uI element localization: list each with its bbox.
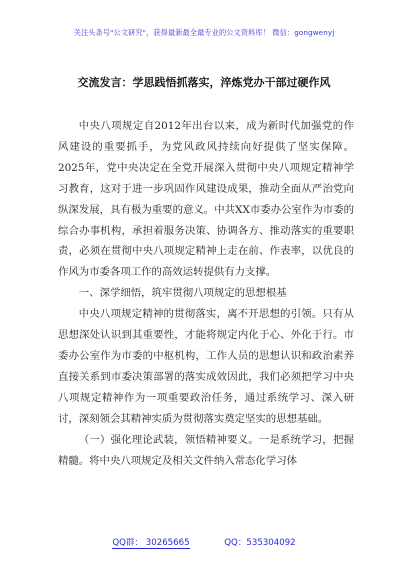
- paragraph-intro: 中央八项规定自2012年出台以来，成为新时代加强党的作风建设的重要抓手，为党风政风持续向好提供了坚实保障。2025年，党中央决定在全党开展深入贯彻中央八项规定精神学习教育，这对于进一步巩固作风建设成果，推动全面从严治党向纵深发展，具有极为重要的意义。中共XX市委办公室作为市委的综合办事机构，承担着服务决策、协调各方、推动落实的重要职责，必须在贯彻中央八项规定精神上走在前、作表率，以优良的作风为市委各项工作的高效运转提供有力支撑。: [58, 120, 354, 279]
- document-title: 交流发言：学思践悟抓落实，淬炼党办干部过硬作风: [77, 76, 331, 89]
- qq-number: QQ：535304092: [224, 538, 296, 548]
- footer-contact: [0, 536, 408, 548]
- section-heading-1: 一、深学细悟，筑牢贯彻八项规定的思想根基: [78, 287, 287, 300]
- document-body: [58, 116, 354, 471]
- paragraph-section-1: 中央八项规定精神的贯彻落实，离不开思想的引领。只有从思想深处认识到其重要性，才能将规定内化于心、外化于行。市委办公室作为市委的中枢机构，工作人员的思想认识和政治素养直接关系到市委决策部署的落实成效因此，我们必须把学习中央八项规定精神作为一项重要政治任务，通过系统学习、深入研讨，深刻领会其精神实质为贯彻落实奠定坚实的思想基础。: [58, 308, 354, 425]
- paragraph-subsection-1: （一）强化理论武装，领悟精神要义。一是系统学习，把握精髓。将中央八项规定及相关文件纳入常态化学习体: [58, 433, 354, 467]
- qq-group-link[interactable]: QQ群： 30265665: [112, 538, 190, 548]
- header-banner: 关注头条号"公文研究"，获得最新最全最专业的公文资料库！ 微信：gongwenyj: [73, 28, 335, 37]
